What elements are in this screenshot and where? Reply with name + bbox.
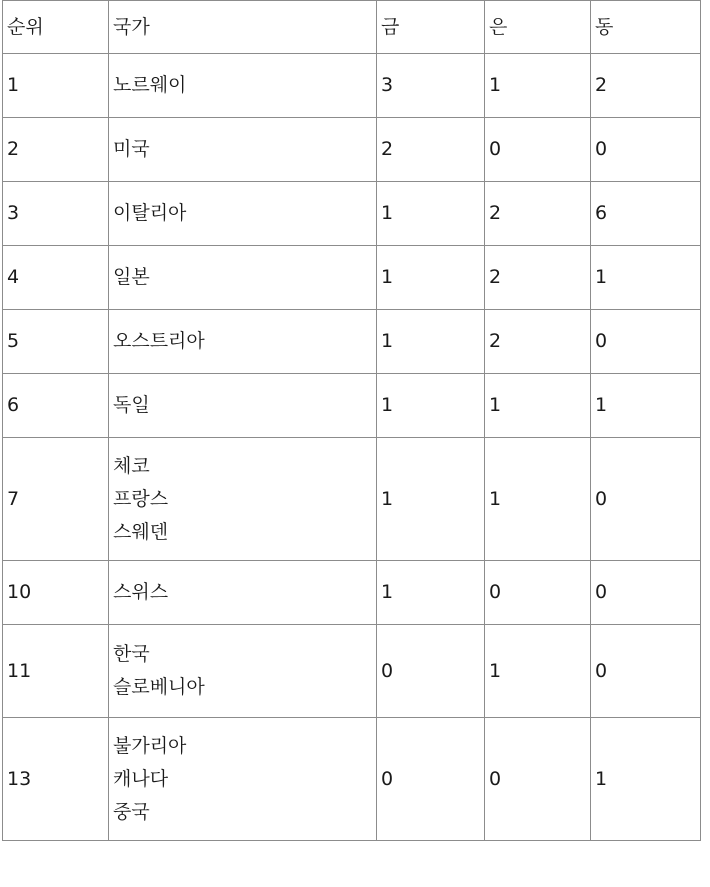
header-country: 국가 — [109, 1, 377, 54]
bronze-cell: 0 — [591, 310, 701, 374]
country-cell — [109, 718, 377, 841]
bronze-cell: 1 — [591, 246, 701, 310]
gold-cell: 1 — [377, 246, 485, 310]
rank-cell: 6 — [3, 374, 109, 438]
country-name: 스웨덴 — [113, 520, 169, 543]
bronze-cell: 0 — [591, 625, 701, 718]
table-row — [3, 718, 701, 841]
table-row — [3, 182, 701, 246]
table-row — [3, 561, 701, 625]
header-row — [3, 1, 701, 54]
gold-cell: 1 — [377, 374, 485, 438]
table-row — [3, 54, 701, 118]
silver-cell: 0 — [485, 718, 591, 841]
rank-cell: 13 — [3, 718, 109, 841]
rank-cell: 11 — [3, 625, 109, 718]
silver-cell: 1 — [485, 374, 591, 438]
rank-cell: 2 — [3, 118, 109, 182]
country-name: 노르웨이 — [113, 74, 187, 96]
country-cell — [109, 310, 377, 374]
rank-cell: 5 — [3, 310, 109, 374]
bronze-cell: 1 — [591, 374, 701, 438]
country-cell — [109, 438, 377, 561]
header-rank: 순위 — [3, 1, 109, 54]
table-row — [3, 374, 701, 438]
gold-cell: 3 — [377, 54, 485, 118]
silver-cell: 1 — [485, 625, 591, 718]
bronze-cell: 1 — [591, 718, 701, 841]
bronze-cell: 6 — [591, 182, 701, 246]
bronze-cell: 0 — [591, 118, 701, 182]
country-name: 독일 — [113, 394, 150, 416]
rank-cell: 10 — [3, 561, 109, 625]
table-row — [3, 118, 701, 182]
country-name: 스위스 — [113, 581, 169, 603]
country-name: 이탈리아 — [113, 202, 187, 224]
gold-cell: 1 — [377, 438, 485, 561]
table-row — [3, 438, 701, 561]
table-row — [3, 310, 701, 374]
silver-cell: 0 — [485, 561, 591, 625]
bronze-cell: 2 — [591, 54, 701, 118]
country-name: 캐나다 — [113, 767, 169, 790]
country-name: 중국 — [113, 800, 150, 823]
country-cell — [109, 182, 377, 246]
silver-cell: 1 — [485, 54, 591, 118]
silver-cell: 1 — [485, 438, 591, 561]
country-cell — [109, 118, 377, 182]
gold-cell: 1 — [377, 182, 485, 246]
country-name: 일본 — [113, 266, 150, 288]
silver-cell: 2 — [485, 310, 591, 374]
silver-cell: 2 — [485, 182, 591, 246]
bronze-cell: 0 — [591, 438, 701, 561]
gold-cell: 0 — [377, 718, 485, 841]
header-silver: 은 — [485, 1, 591, 54]
country-cell — [109, 561, 377, 625]
header-bronze: 동 — [591, 1, 701, 54]
country-cell — [109, 625, 377, 718]
gold-cell: 2 — [377, 118, 485, 182]
gold-cell: 1 — [377, 310, 485, 374]
country-cell — [109, 54, 377, 118]
silver-cell: 0 — [485, 118, 591, 182]
gold-cell: 0 — [377, 625, 485, 718]
rank-cell: 3 — [3, 182, 109, 246]
rank-cell: 1 — [3, 54, 109, 118]
gold-cell: 1 — [377, 561, 485, 625]
country-name: 슬로베니아 — [113, 676, 205, 698]
silver-cell: 2 — [485, 246, 591, 310]
country-name: 미국 — [113, 138, 150, 160]
country-name: 오스트리아 — [113, 330, 205, 352]
medal-table — [2, 0, 701, 841]
table-row — [3, 246, 701, 310]
rank-cell: 7 — [3, 438, 109, 561]
country-name: 체코 — [113, 454, 150, 477]
header-gold: 금 — [377, 1, 485, 54]
country-name: 한국 — [113, 643, 150, 665]
bronze-cell: 0 — [591, 561, 701, 625]
country-name: 프랑스 — [113, 487, 169, 510]
country-cell — [109, 374, 377, 438]
country-cell — [109, 246, 377, 310]
table-row — [3, 625, 701, 718]
country-name: 불가리아 — [113, 734, 187, 757]
rank-cell: 4 — [3, 246, 109, 310]
